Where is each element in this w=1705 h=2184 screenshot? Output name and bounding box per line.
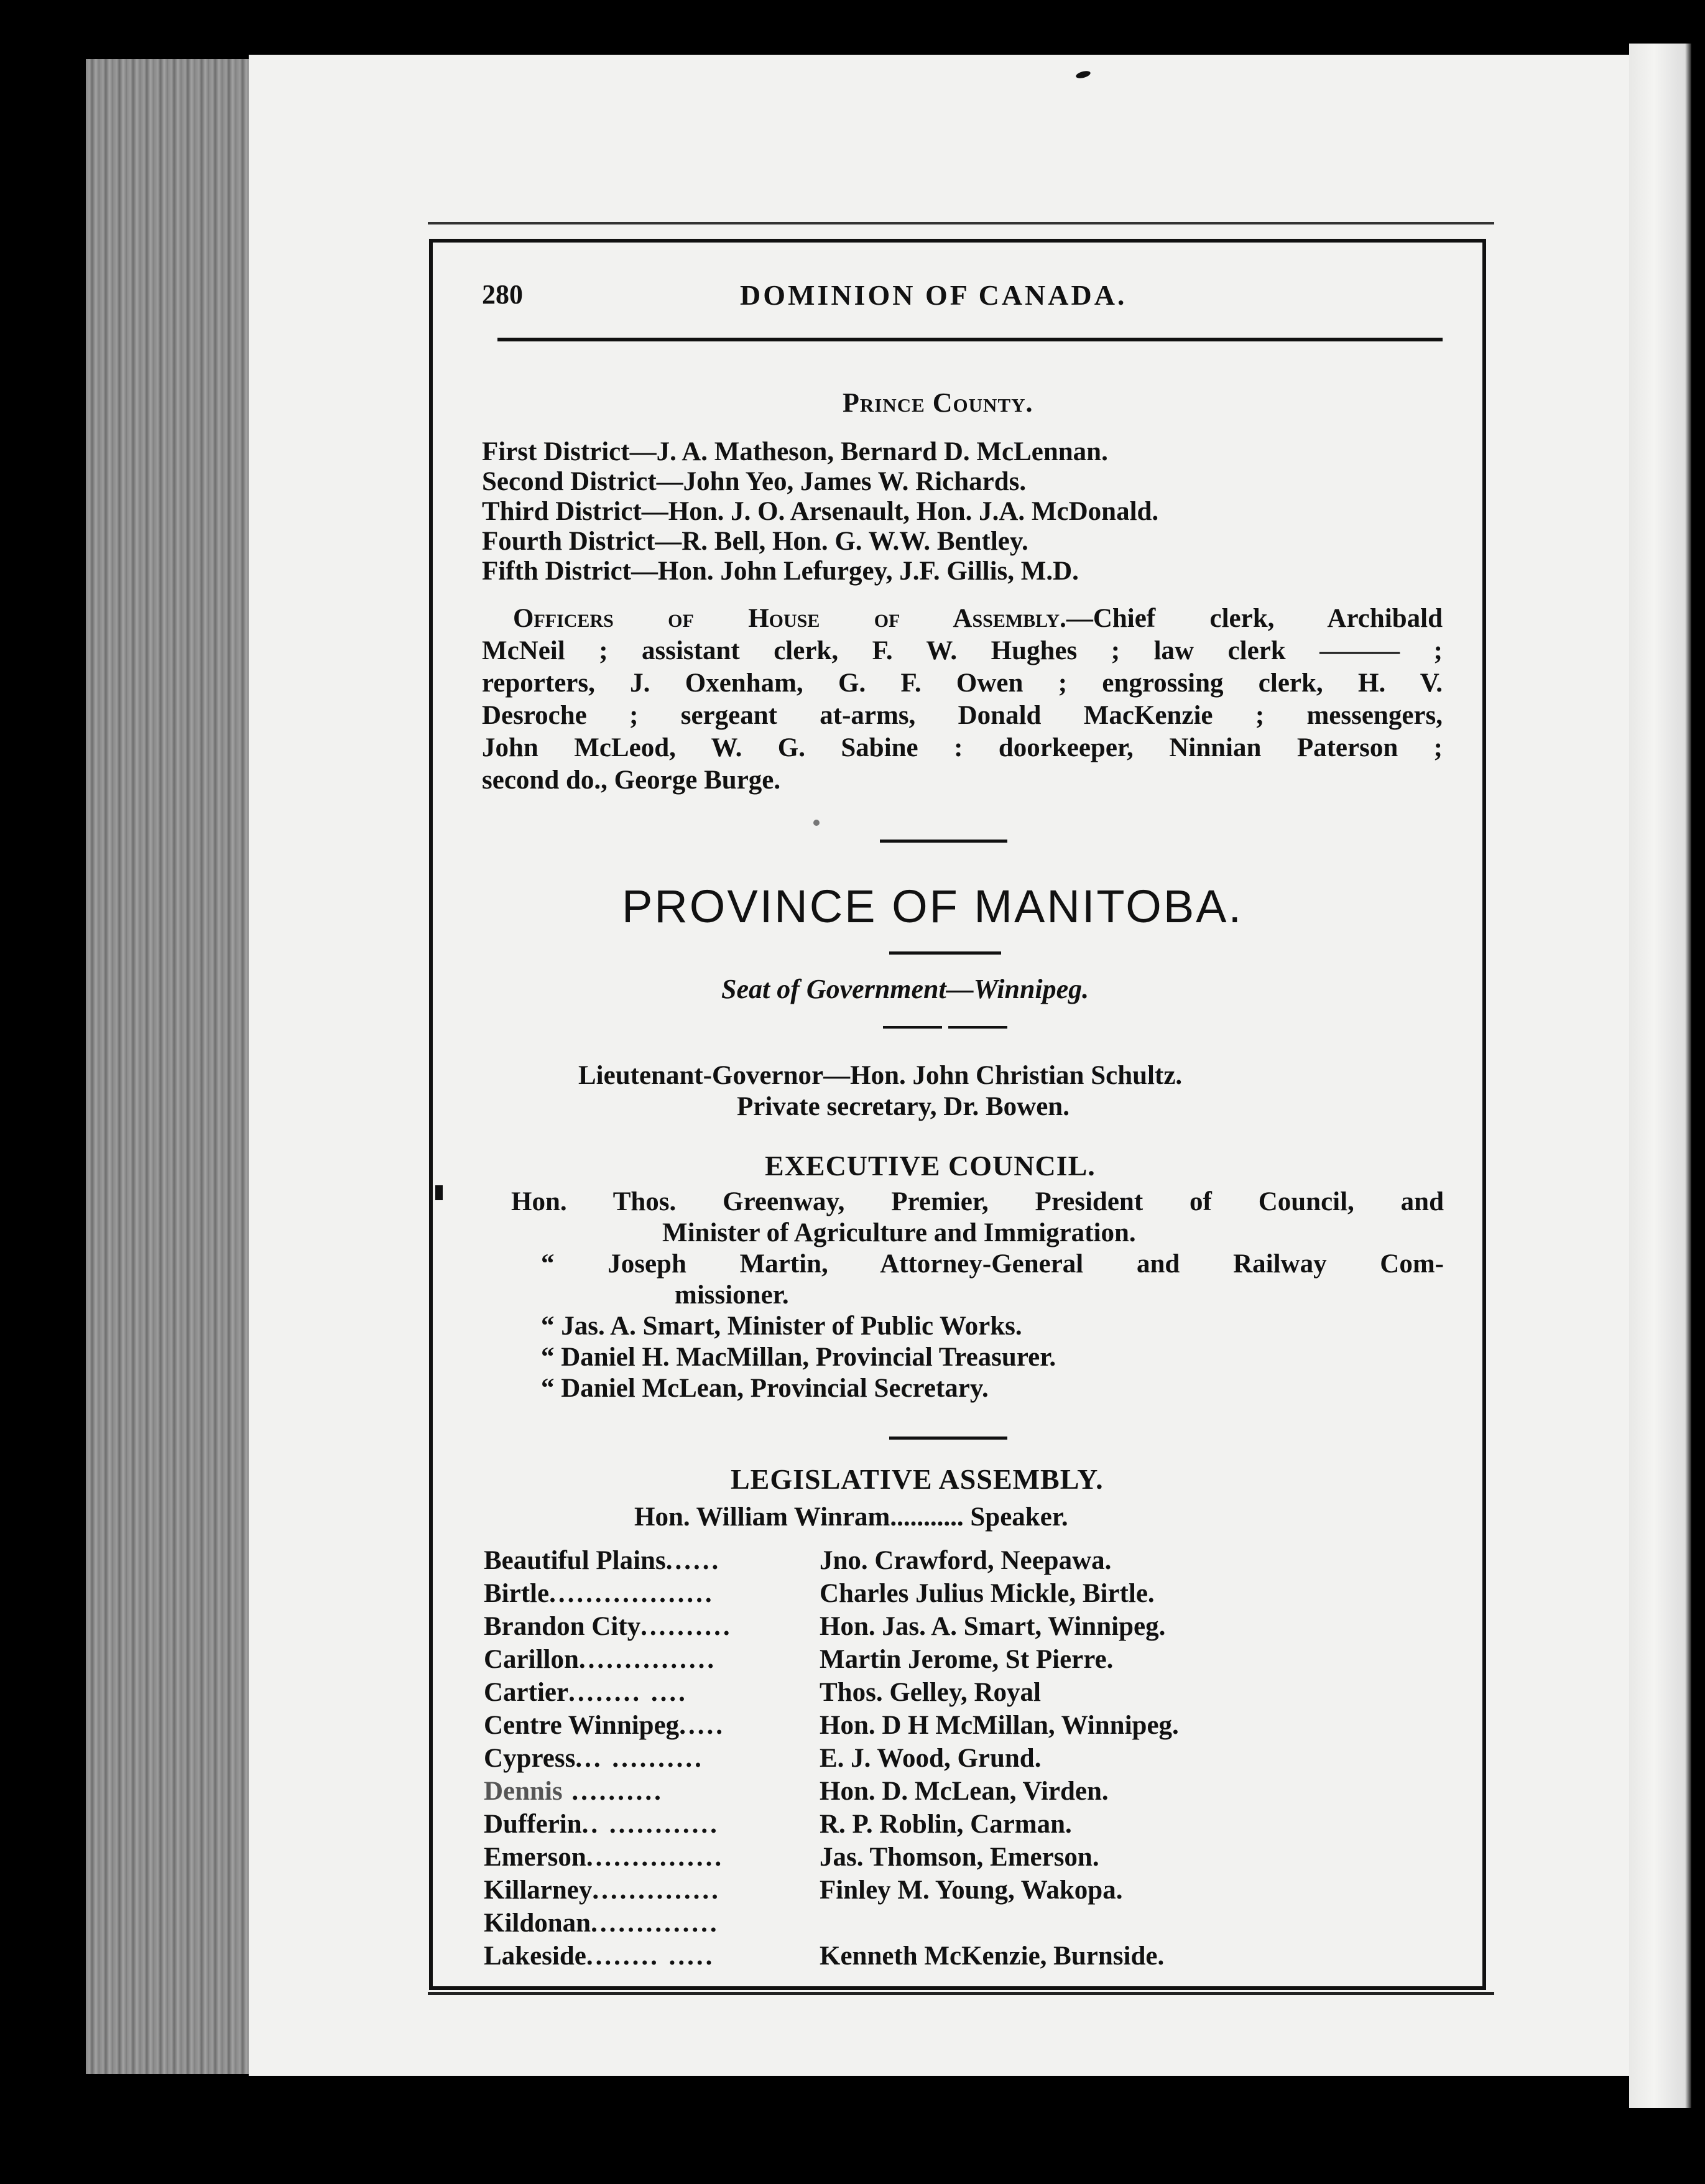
- executive-member-line: “ Jas. A. Smart, Minister of Public Works.: [541, 1312, 1022, 1341]
- private-secretary: Private secretary, Dr. Bowen.: [737, 1092, 1070, 1121]
- member-name: R. P. Roblin, Carman.: [820, 1810, 1072, 1839]
- margin-mark: [435, 1185, 443, 1200]
- district-line: Fifth District—Hon. John Lefurgey, J.F. Gillis, M.D.: [482, 557, 1079, 586]
- executive-member-line: “ Daniel H. MacMillan, Provincial Treasurer.: [541, 1343, 1056, 1372]
- officers-paragraph-line: reporters, J. Oxenham, G. F. Owen ; engrossing clerk, H. V.: [482, 669, 1443, 698]
- executive-member-line: “ Joseph Martin, Attorney-General and Railway Com-: [541, 1249, 1444, 1279]
- constituency-name: Birtle..................: [484, 1579, 714, 1608]
- member-name: Martin Jerome, St Pierre.: [820, 1645, 1114, 1674]
- district-line: First District—J. A. Matheson, Bernard D. McLennan.: [482, 437, 1108, 466]
- section-heading-prince-county: Prince County.: [843, 387, 1033, 418]
- member-name: Charles Julius Mickle, Birtle.: [820, 1579, 1155, 1608]
- member-name: Finley M. Young, Wakopa.: [820, 1876, 1123, 1905]
- executive-member-line: missioner.: [675, 1280, 789, 1310]
- officers-label: Officers of House of Assembly.: [513, 604, 1066, 633]
- district-line: Third District—Hon. J. O. Arsenault, Hon. J.A. McDonald.: [482, 497, 1159, 526]
- officers-paragraph-line: Desroche ; sergeant at-arms, Donald MacKenzie ; messengers,: [482, 701, 1443, 730]
- member-name: Hon. Jas. A. Smart, Winnipeg.: [820, 1612, 1166, 1641]
- constituency-name: Dennis ..........: [484, 1777, 663, 1806]
- constituency-name: Emerson...............: [484, 1843, 724, 1872]
- officers-text: —Chief clerk, Archibald: [1066, 604, 1443, 633]
- member-name: Jno. Crawford, Neepawa.: [820, 1546, 1112, 1575]
- speaker-line: Hon. William Winram........... Speaker.: [634, 1502, 1068, 1532]
- executive-member-line: Hon. Thos. Greenway, Premier, President of Council, and: [511, 1187, 1444, 1216]
- constituency-name: Killarney..............: [484, 1876, 721, 1905]
- book-spine-edge: [86, 59, 260, 2074]
- short-rule-left: [883, 1026, 942, 1029]
- executive-member-line: Minister of Agriculture and Immigration.: [662, 1218, 1136, 1247]
- outer-rule-bottom: [428, 1992, 1494, 1995]
- member-name: Kenneth McKenzie, Burnside.: [820, 1941, 1165, 1971]
- executive-council-heading: EXECUTIVE COUNCIL.: [765, 1150, 1096, 1182]
- district-line: Fourth District—R. Bell, Hon. G. W.W. Bentley.: [482, 527, 1028, 556]
- constituency-name: Cartier........ ....: [484, 1678, 688, 1707]
- seat-of-government: Seat of Government—Winnipeg.: [721, 974, 1089, 1004]
- title-rule: [889, 951, 1001, 955]
- constituency-name: Lakeside........ .....: [484, 1941, 715, 1971]
- short-rule-right: [948, 1026, 1007, 1029]
- constituency-name: Brandon City..........: [484, 1612, 732, 1641]
- constituency-name: Centre Winnipeg.....: [484, 1711, 725, 1740]
- officers-paragraph-line: second do., George Burge.: [482, 766, 781, 795]
- facing-page-edge: [1629, 44, 1691, 2108]
- page-number: 280: [482, 279, 523, 310]
- lieutenant-governor: Lieutenant-Governor—Hon. John Christian Schultz.: [578, 1061, 1183, 1090]
- province-title: PROVINCE OF MANITOBA.: [622, 881, 1244, 932]
- member-name: E. J. Wood, Grund.: [820, 1744, 1042, 1773]
- constituency-name: Beautiful Plains......: [484, 1546, 721, 1575]
- legislative-assembly-heading: LEGISLATIVE ASSEMBLY.: [731, 1463, 1104, 1495]
- district-line: Second District—John Yeo, James W. Richards.: [482, 467, 1027, 496]
- officers-paragraph-line-1: [513, 603, 1443, 634]
- executive-member-line: “ Daniel McLean, Provincial Secretary.: [541, 1374, 989, 1403]
- member-name: Hon. D. McLean, Virden.: [820, 1777, 1109, 1806]
- member-name: Thos. Gelley, Royal: [820, 1678, 1041, 1707]
- section-divider: [880, 840, 1007, 843]
- constituency-name: Kildonan..............: [484, 1909, 719, 1938]
- member-name: Jas. Thomson, Emerson.: [820, 1843, 1099, 1872]
- outer-rule-top: [428, 222, 1494, 224]
- officers-paragraph-line: John McLeod, W. G. Sabine : doorkeeper, Ninnian Paterson ;: [482, 733, 1443, 762]
- officers-paragraph-line: McNeil ; assistant clerk, F. W. Hughes ; law clerk ——— ;: [482, 636, 1443, 665]
- running-title: DOMINION OF CANADA.: [740, 279, 1127, 311]
- constituency-name: Cypress... ..........: [484, 1744, 704, 1773]
- section-divider: [889, 1437, 1007, 1440]
- constituency-name: Dufferin.. ............: [484, 1810, 719, 1839]
- header-rule: [497, 338, 1443, 341]
- constituency-name: Carillon...............: [484, 1645, 717, 1674]
- ink-speck: [813, 820, 820, 826]
- member-name: Hon. D H McMillan, Winnipeg.: [820, 1711, 1179, 1740]
